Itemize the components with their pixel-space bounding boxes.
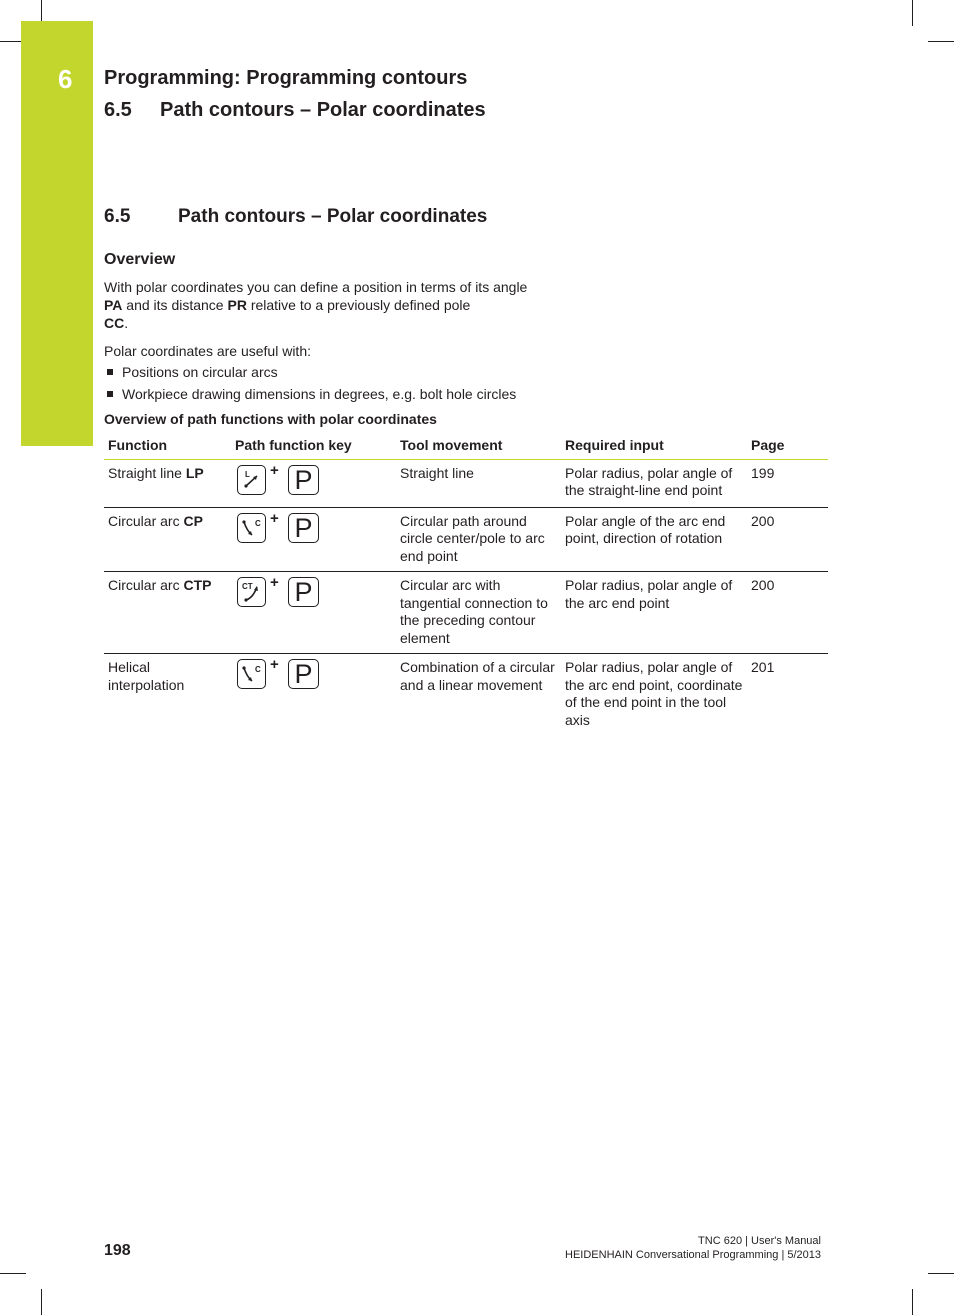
code-pr: PR — [227, 297, 247, 313]
p-key-label: P — [294, 512, 313, 543]
running-header-section-title: Path contours – Polar coordinates — [160, 99, 486, 121]
movement-cell: Combination of a circular and a linear movement — [400, 659, 555, 693]
overview-heading: Overview — [104, 251, 176, 268]
svg-text:C: C — [255, 665, 261, 674]
column-header-key: Path function key — [231, 432, 396, 459]
crop-mark — [928, 41, 954, 42]
input-cell: Polar radius, polar angle of the straight-line end point — [561, 459, 747, 507]
key-cell — [231, 572, 396, 654]
column-header-function: Function — [104, 432, 231, 459]
function-cell — [104, 507, 231, 572]
page-cell: 200 — [747, 572, 828, 654]
bullet-text: Positions on circular arcs — [122, 364, 278, 380]
footer-manual: TNC 620 | User's Manual — [698, 1235, 821, 1247]
table-row — [104, 507, 828, 572]
column-header-input: Required input — [561, 432, 747, 459]
circular-arc-c-key-icon — [237, 513, 266, 543]
key-cell — [231, 459, 396, 507]
input-cell: Polar radius, polar angle of the arc end point, coordinate of the end point in the tool axis — [565, 659, 743, 728]
crop-mark — [928, 1273, 954, 1274]
running-header-section — [104, 99, 486, 122]
text-run: relative to a previously defined pole — [246, 297, 471, 313]
input-cell: Polar angle of the arc end point, direction of rotation — [561, 507, 747, 572]
plus-sign: + — [270, 574, 279, 591]
table-row — [104, 459, 828, 507]
svg-text:CT: CT — [242, 582, 253, 591]
footer-edition: HEIDENHAIN Conversational Programming | 5/2013 — [565, 1249, 821, 1261]
key-cell — [231, 507, 396, 572]
text-run: and its distance — [122, 297, 228, 313]
section-heading — [104, 206, 487, 228]
function-cell — [104, 654, 231, 736]
p-key-icon — [288, 465, 319, 495]
tangential-arc-ct-key-icon — [237, 577, 266, 607]
page-cell: 201 — [751, 659, 775, 675]
path-functions-table — [104, 432, 828, 735]
p-key-icon — [288, 659, 319, 689]
movement-cell: Straight line — [396, 459, 561, 507]
footer-info — [565, 1234, 821, 1262]
function-code: CTP — [183, 577, 212, 593]
crop-mark — [0, 1273, 26, 1274]
code-cc: CC — [104, 315, 125, 331]
svg-text:L: L — [245, 469, 250, 479]
table-row — [104, 572, 828, 654]
input-cell: Polar radius, polar angle of the arc end point — [561, 572, 747, 654]
bullet-square-icon — [107, 369, 113, 375]
section-number: 6.5 — [104, 206, 131, 227]
plus-sign: + — [270, 509, 279, 527]
chapter-tab — [21, 21, 93, 446]
running-header-title: Programming: Programming contours — [104, 67, 468, 89]
table-caption: Overview of path functions with polar coordinates — [104, 411, 437, 427]
function-code: CP — [183, 512, 203, 529]
function-code: LP — [185, 464, 204, 481]
intro-paragraph — [104, 278, 544, 332]
p-key-icon — [288, 513, 319, 543]
bullet-square-icon — [107, 391, 113, 397]
circular-arc-c-key-icon — [237, 659, 266, 689]
p-key-label: P — [294, 577, 313, 607]
plus-sign: + — [270, 656, 279, 673]
function-name: Circular arc — [108, 512, 184, 529]
movement-cell: Circular arc with tangential connection to the preceding contour element — [396, 572, 561, 654]
function-cell — [104, 572, 231, 654]
text-run: . — [124, 315, 129, 331]
p-key-icon — [288, 577, 319, 607]
function-name: Straight line — [108, 464, 186, 481]
svg-text:C: C — [255, 518, 261, 528]
crop-mark — [41, 1289, 42, 1315]
column-header-movement: Tool movement — [396, 432, 561, 459]
key-cell — [231, 654, 396, 736]
text-run: With polar coordinates you can define a position in terms of its angle — [104, 279, 528, 295]
page-cell: 199 — [747, 459, 828, 507]
plus-sign: + — [270, 461, 279, 479]
straight-line-key-icon — [237, 465, 266, 495]
bullet-item — [104, 385, 516, 403]
bullet-text: Workpiece drawing dimensions in degrees, e.g. bolt hole circles — [122, 386, 517, 402]
code-pa: PA — [104, 297, 123, 313]
table-header-row — [104, 432, 828, 459]
crop-mark — [912, 0, 913, 26]
crop-mark — [912, 1289, 913, 1315]
running-header-section-number: 6.5 — [104, 99, 132, 121]
table-row — [104, 654, 828, 736]
bullet-item — [104, 363, 278, 381]
function-name: Circular arc — [108, 577, 184, 593]
section-title: Path contours – Polar coordinates — [178, 206, 488, 227]
movement-cell: Circular path around circle center/pole to arc end point — [396, 507, 561, 572]
function-cell — [104, 459, 231, 507]
column-header-page: Page — [747, 432, 828, 459]
page-cell: 200 — [747, 507, 828, 572]
p-key-label: P — [294, 659, 313, 689]
page-number: 198 — [104, 1242, 131, 1259]
usage-paragraph: Polar coordinates are useful with: — [104, 343, 311, 359]
chapter-number: 6 — [58, 64, 73, 94]
function-name: Helical interpolation — [108, 659, 185, 693]
p-key-label: P — [294, 464, 313, 495]
